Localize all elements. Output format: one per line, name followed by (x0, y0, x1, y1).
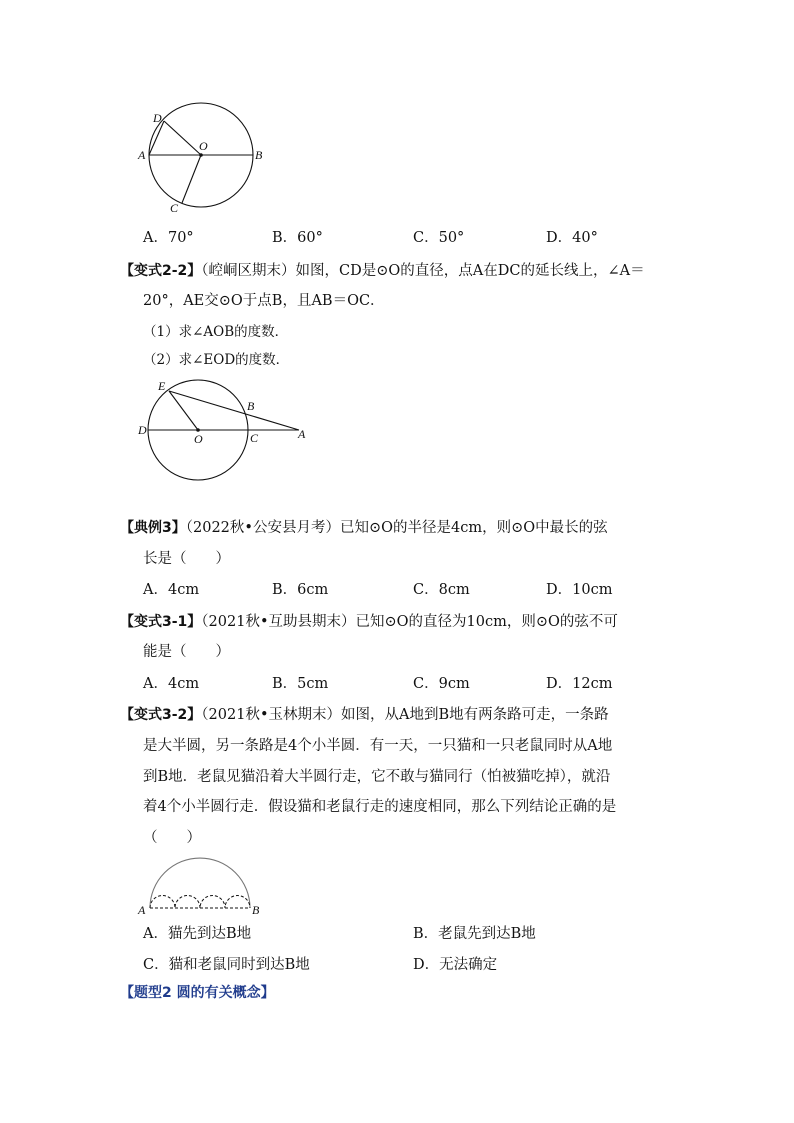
option-a: A．猫先到达B地 (143, 926, 252, 942)
question-tag: 【变式2-2】 (120, 263, 202, 279)
label-A: A (298, 427, 306, 441)
label-D: D (153, 111, 162, 125)
figure-semicircles (130, 852, 270, 920)
option-b: B．60° (272, 230, 323, 246)
option-c: C．50° (413, 230, 465, 246)
option-d: D．40° (546, 230, 598, 246)
option-c: C．8cm (413, 582, 470, 598)
section-heading: 【题型2 圆的有关概念】 (120, 985, 275, 1001)
question-tag: 【变式3-2】 (120, 707, 202, 723)
question-text: （2021秋•互助县期末）已知⊙O的直径为10cm，则⊙O的弦不可 (201, 614, 618, 630)
option-a: A．4cm (143, 676, 200, 692)
option-b: B．6cm (272, 582, 329, 598)
sub-question-2: （2）求∠EOD的度数． (143, 352, 290, 368)
option-d: D．10cm (546, 582, 613, 598)
question-ex3-line2: 长是（ ） (143, 551, 230, 567)
question-text: （崆峒区期末）如图，CD是⊙O的直径，点A在DC的延长线上，∠A＝ (201, 263, 645, 279)
label-A: A (138, 148, 146, 162)
label-B: B (247, 399, 255, 413)
question-v3-2-line4: 着4个小半圆行走．假设猫和老鼠行走的速度相同，那么下列结论正确的是 (143, 799, 617, 815)
question-v3-2-line1 (120, 705, 609, 725)
label-B: B (255, 148, 263, 162)
question-v3-2-line3: 到B地．老鼠见猫沿着大半圆行走，它不敢与猫同行（怕被猫吃掉），就沿 (143, 769, 611, 785)
question-text: （2021秋•玉林期末）如图，从A地到B地有两条路可走，一条路 (201, 707, 609, 723)
question-v3-2-line5: （ ） (143, 830, 201, 846)
question-v2-2-line2: 20°，AE交⊙O于点B，且AB＝OC． (143, 293, 385, 309)
question-v2-2-line1 (120, 261, 645, 281)
sub-question-1: （1）求∠AOB的度数． (143, 324, 289, 340)
question-v3-1-line2: 能是（ ） (143, 644, 230, 660)
option-d: D．无法确定 (413, 957, 498, 973)
option-c: C．猫和老鼠同时到达B地 (143, 957, 310, 973)
option-a: A．70° (143, 230, 194, 246)
label-C: C (170, 201, 179, 215)
option-b: B．老鼠先到达B地 (413, 926, 536, 942)
label-O: O (199, 139, 208, 153)
label-C: C (250, 431, 259, 445)
label-O: O (194, 432, 203, 446)
option-a: A．4cm (143, 582, 200, 598)
label-B: B (252, 903, 260, 917)
question-v3-2-line2: 是大半圆，另一条路是4个小半圆．有一天，一只猫和一只老鼠同时从A地 (143, 738, 613, 754)
option-b: B．5cm (272, 676, 329, 692)
option-d: D．12cm (546, 676, 613, 692)
question-ex3-line1 (120, 518, 608, 538)
option-c: C．9cm (413, 676, 470, 692)
figure-circle-2 (130, 372, 320, 487)
question-text: （2022秋•公安县月考）已知⊙O的半径是4cm，则⊙O中最长的弦 (185, 520, 608, 536)
label-E: E (158, 379, 166, 393)
label-D: D (138, 423, 147, 437)
question-tag: 【变式3-1】 (120, 614, 202, 630)
question-tag: 【典例3】 (120, 520, 186, 536)
figure-circle-1 (130, 100, 280, 220)
question-v3-1-line1 (120, 612, 618, 632)
label-A: A (138, 903, 146, 917)
